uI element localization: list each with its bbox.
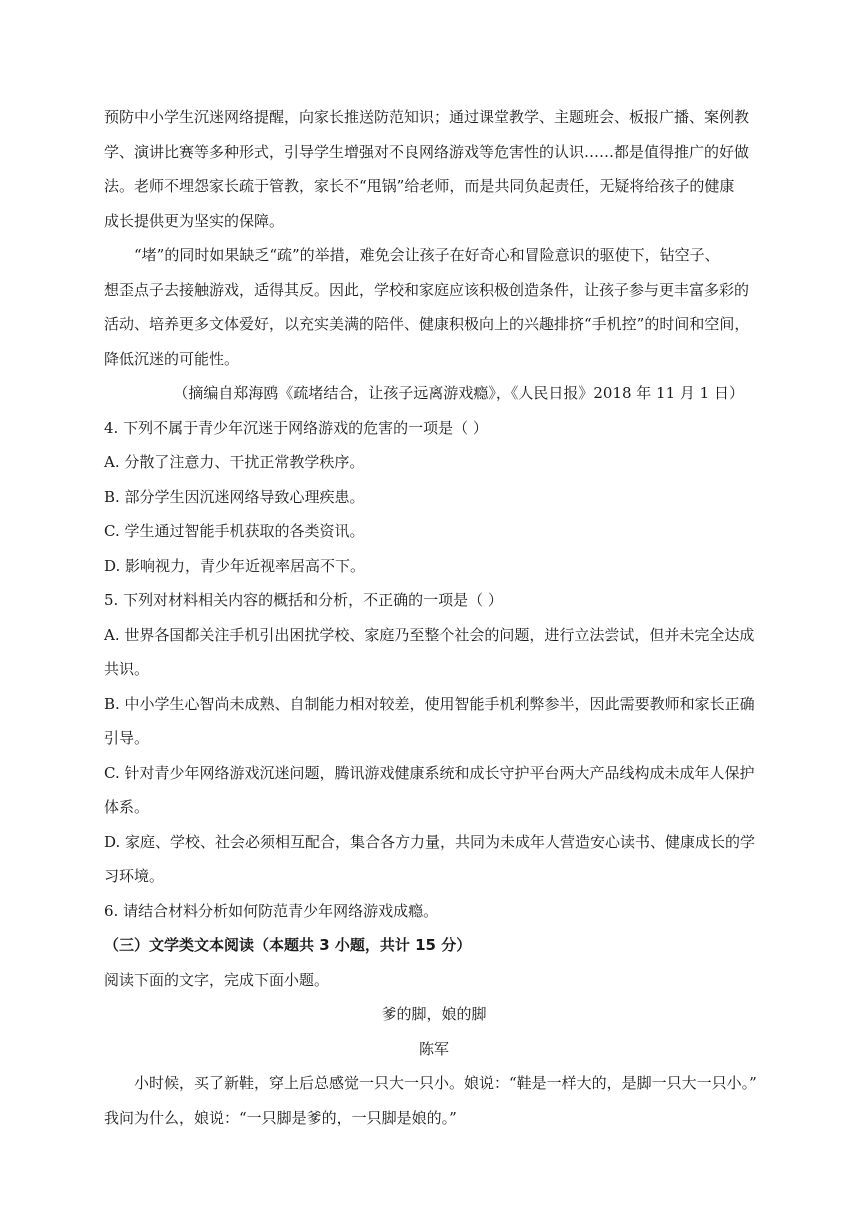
text-line: 预防中小学生沉迷网络提醒，向家长推送防范知识；通过课堂教学、主题班会、板报广播、案例教 (104, 108, 750, 126)
text-line: 法。老师不埋怨家长疏于管教，家长不“甩锅”给老师，而是共同负起责任，无疑将给孩子的健康 (104, 177, 735, 195)
question-stem: 5. 下列对材料相关内容的概括和分析，不正确的一项是（ ） (104, 591, 503, 609)
text-line: 小时候，买了新鞋，穿上后总感觉一只大一只小。娘说：“鞋是一样大的，是脚一只大一只小。” (134, 1074, 757, 1092)
story-author: 陈军 (418, 1039, 449, 1058)
option-d-cont: 习环境。 (104, 867, 165, 885)
text-line: “堵”的同时如果缺乏“疏”的举措，难免会让孩子在好奇心和冒险意识的驱使下，钻空子、 (134, 246, 720, 264)
text-line: 降低沉迷的可能性。 (104, 349, 240, 368)
text-line: 活动、培养更多文体爱好，以充实美满的陪伴、健康积极向上的兴趣排挤“手机控”的时间和空间， (104, 315, 750, 333)
text-line: 成长提供更为坚实的保障。 (104, 211, 285, 230)
story-title: 爹的脚，娘的脚 (381, 1005, 487, 1023)
option-a: A. 世界各国都关注手机引出困扰学校、家庭乃至整个社会的问题，进行立法尝试，但并未完全达成 (104, 625, 755, 644)
text-line: 我问为什么，娘说：“一只脚是爹的，一只脚是娘的。” (104, 1108, 457, 1127)
question-stem: 4. 下列不属于青少年沉迷于网络游戏的危害的一项是（ ） (104, 418, 488, 437)
question-6: 6. 请结合材料分析如何防范青少年网络游戏成瘾。 (104, 901, 439, 920)
option-c-cont: 体系。 (104, 798, 150, 816)
question-5 (104, 583, 764, 894)
question-4 (104, 411, 764, 584)
option-b-cont: 引导。 (104, 729, 150, 747)
option-b: B. 中小学生心智尚未成熟、自制能力相对较差，使用智能手机利弊参半，因此需要教师和家长正确 (104, 694, 755, 713)
section-heading: （三）文学类文本阅读（本题共 3 小题，共计 15 分） (104, 936, 472, 954)
instruction: 阅读下面的文字，完成下面小题。 (104, 970, 330, 989)
source-citation: （摘编自郑海鸥《疏堵结合，让孩子远离游戏瘾》，《人民日报》2018 年 11 月 1 日） (173, 384, 744, 402)
option-c: C. 学生通过智能手机获取的各类资讯。 (104, 522, 365, 540)
option-c: C. 针对青少年网络游戏沉迷问题，腾讯游戏健康系统和成长守护平台两大产品线构成未成年人保护 (104, 763, 755, 782)
option-b: B. 部分学生因沉迷网络导致心理疾患。 (104, 487, 365, 506)
text-line: 学、演讲比赛等多种形式，引导学生增强对不良网络游戏等危害性的认识……都是值得推广的好做 (104, 142, 750, 161)
option-a-cont: 共识。 (104, 660, 150, 678)
paragraph-1 (104, 100, 764, 238)
option-d: D. 家庭、学校、社会必须相互配合，集合各方力量，共同为未成年人营造安心读书、健康成长的学 (104, 832, 756, 851)
text-line: 想歪点子去接触游戏，适得其反。因此，学校和家庭应该积极创造条件，让孩子参与更丰富多彩的 (104, 280, 750, 299)
paragraph-2 (104, 238, 764, 376)
section-3 (104, 928, 764, 1135)
option-d: D. 影响视力，青少年近视率居高不下。 (104, 556, 366, 575)
option-a: A. 分散了注意力、干扰正常教学秩序。 (104, 453, 365, 471)
